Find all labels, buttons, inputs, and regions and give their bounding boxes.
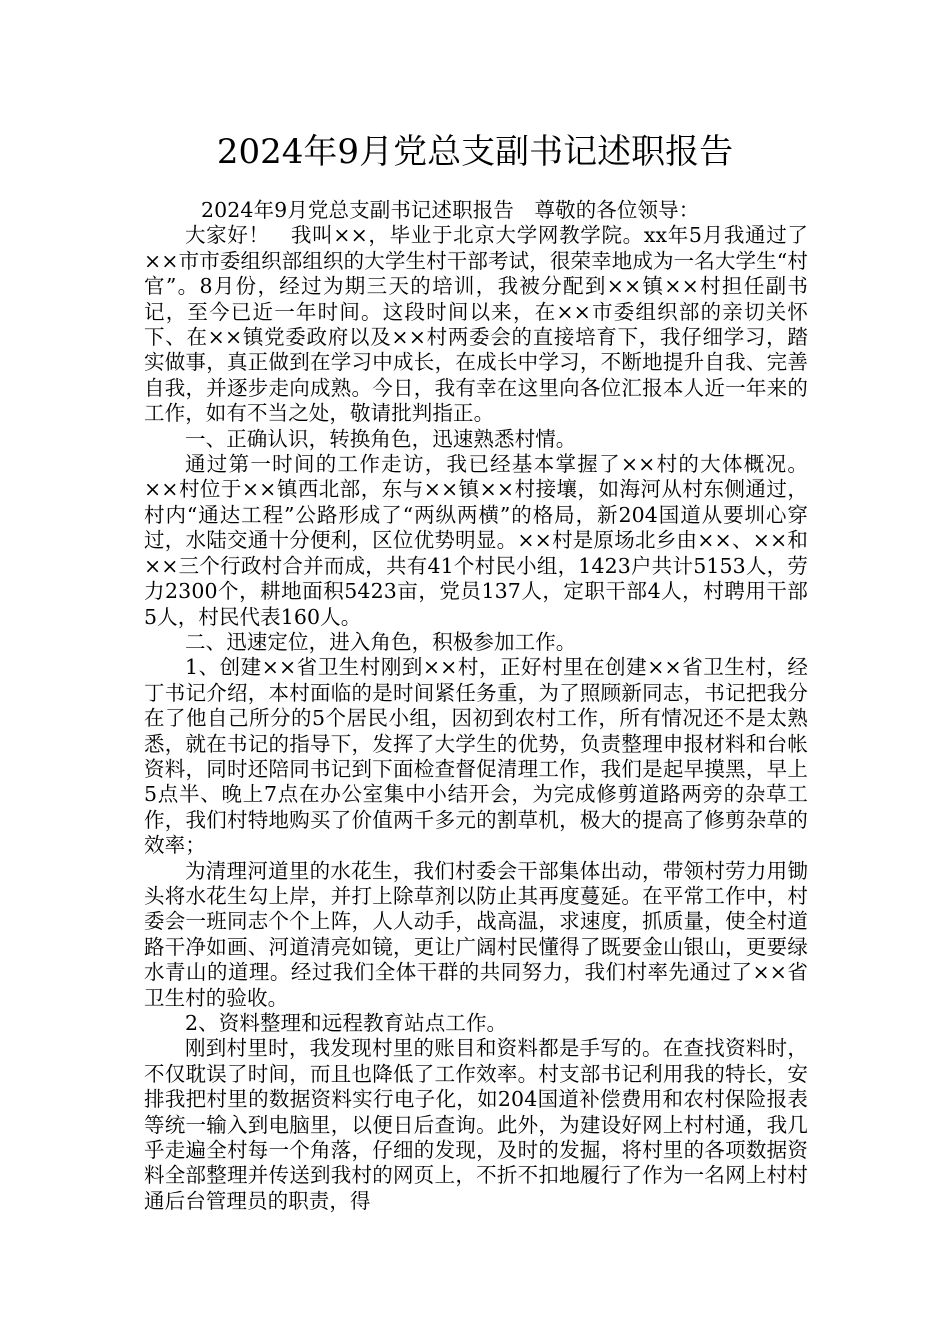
paragraph: 刚到村里时，我发现村里的账目和资料都是手写的。在查找资料时，不仅耽误了时间，而且也降低了工作效率。村支部书记利用我的特长，安排我把村里的数据资料实行电子化，如204国道补偿费用和农村保险报表等统一输入到电脑里，以便日后查询。此外，为建设好网上村村通，我几乎走遍全村每一个角落，仔细的发现，及时的发掘，将村里的各项数据资料全部整理并传送到我村的网页上，不折不扣地履行了作为一名网上村村通后台管理员的职责，得 <box>144 1036 808 1213</box>
section-heading: 二、迅速定位，进入角色，积极参加工作。 <box>185 629 577 654</box>
paragraph: 为清理河道里的水花生，我们村委会干部集体出动，带领村劳力用锄头将水花生勾上岸，并打上除草剂以防止其再度蔓延。在平常工作中，村委会一班同志个个上阵，人人动手，战高温，求速度，抓质量，使全村道路干净如画、河道清亮如镜，更让广阔村民懂得了既要金山银山，更要绿水青山的道理。经过我们全体干群的共同努力，我们村率先通过了××省卫生村的验收。 <box>144 858 808 1010</box>
document-title: 2024年9月党总支副书记述职报告 <box>216 132 734 172</box>
paragraph: 1、创建××省卫生村刚到××村，正好村里在创建××省卫生村，经丁书记介绍，本村面临的是时间紧任务重，为了照顾新同志，书记把我分在了他自己所分的5个居民小组，因初到农村工作，所有情况还不是太熟悉，就在书记的指导下，发挥了大学生的优势，负责整理申报材料和台帐资料，同时还陪同书记到下面检查督促清理工作，我们是起早摸黑，早上5点半、晚上7点在办公室集中小结开会，为完成修剪道路两旁的杂草工作，我们村特地购买了价值两千多元的割草机，极大的提高了修剪杂草的效率； <box>144 655 808 858</box>
paragraph: 大家好！ 我叫××，毕业于北京大学网教学院。xx年5月我通过了××市市委组织部组织的大学生村干部考试，很荣幸地成为一名大学生“村官”。8月份，经过为期三天的培训，我被分配到××镇××村担任副书记，至今已近一年时间。这段时间以来，在××市委组织部的亲切关怀下、在××镇党委政府以及××村两委会的直接培育下，我仔细学习，踏实做事，真正做到在学习中成长，在成长中学习，不断地提升自我、完善自我，并逐步走向成熟。今日，我有幸在这里向各位汇报本人近一年来的工作，如有不当之处，敬请批判指正。 <box>144 223 808 426</box>
section-heading: 一、正确认识，转换角色，迅速熟悉村情。 <box>185 426 577 451</box>
document-body <box>144 198 808 1214</box>
greeting-line: 2024年9月党总支副书记述职报告 尊敬的各位领导： <box>201 198 700 222</box>
paragraph: 通过第一时间的工作走访，我已经基本掌握了××村的大体概况。××村位于××镇西北部，东与××镇××村接壤，如海河从村东侧通过，村内“通达工程”公路形成了“两纵两横”的格局，新204国道从要圳心穿过，水陆交通十分便利，区位优势明显。××村是原场北乡由××、××和××三个行政村合并而成，共有41个村民小组，1423户共计5153人，劳力2300个，耕地面积5423亩，党员137人，定职干部4人，村聘用干部5人，村民代表160人。 <box>144 452 808 629</box>
subsection-heading: 2、资料整理和远程教育站点工作。 <box>185 1011 508 1035</box>
